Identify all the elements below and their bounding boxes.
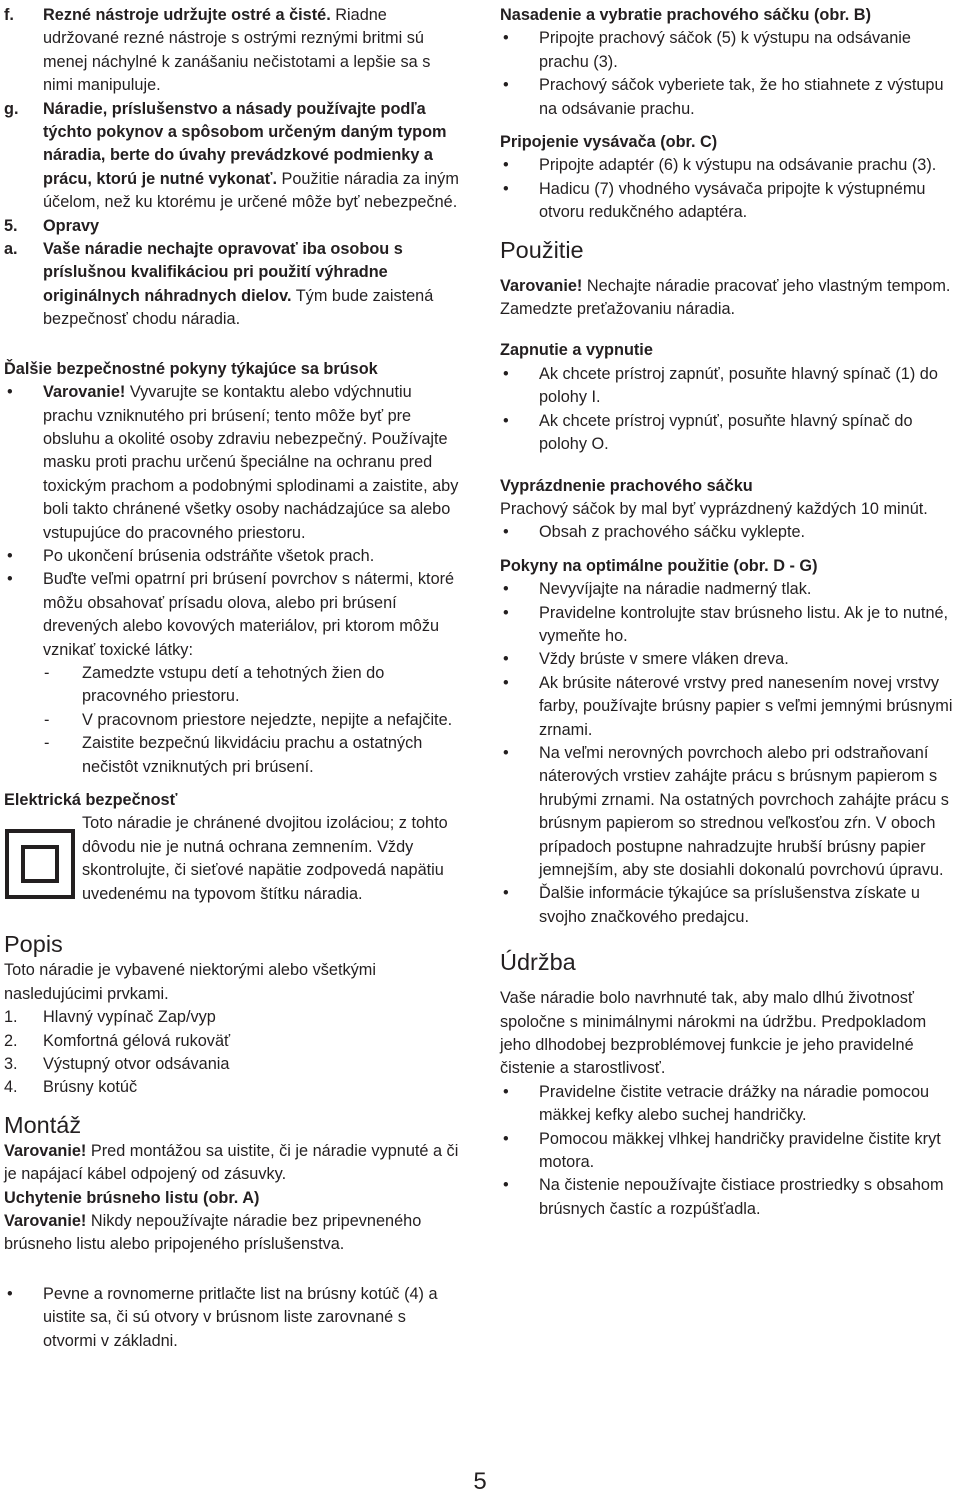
popis-item-number: 1. <box>4 1008 18 1027</box>
switch-bullet-2 <box>500 410 958 457</box>
udrzba-item <box>500 1174 958 1221</box>
tips-item-text: • Ďalšie informácie týkajúce sa príslušenstva získate u svojho značkového predajcu. <box>539 884 920 926</box>
dash-item-2 <box>4 709 462 732</box>
tips-item <box>500 882 958 929</box>
udrzba-item <box>500 1081 958 1128</box>
vacuum-heading: Pripojenie vysávača (obr. C) <box>500 133 718 152</box>
tips-item <box>500 602 958 649</box>
tips-heading: Pokyny na optimálne použitie (obr. D - G) <box>500 556 818 575</box>
vacuum-bullet-1-text: • Pripojte adaptér (6) k výstupu na odsávanie prachu (3). <box>539 156 937 175</box>
pouzitie-paragraph <box>500 275 958 322</box>
udrzba-text: Vaše náradie bolo navrhnuté tak, aby malo dlhú životnosť spoločne s minimálnymi nárokmi na údržbu. Predpokladom jeho dlhodobej bezproblémovej funkcie je jeho pravidelné čistenie a starostlivosť. <box>500 989 927 1078</box>
tips-item-text: • Na veľmi nerovných povrchoch alebo pri odstraňovaní náterových vrstiev zahájte prácu s brúsnym papierom s hrubými zrnami. Na ostatných povrchoch zahájte prácu s brúsnym papierom so strednou veľkosťou zŕn. V oboch prípadoch postupne nahradzujte hrubší brúsny papier jemnejším, aby ste dosiahli dokonalú povrchovú úpravu. <box>539 743 949 879</box>
uchytenie-heading: Uchytenie brúsneho listu (obr. A) <box>4 1188 260 1207</box>
emptying-text: Prachový sáčok by mal byť vyprázdnený každých 10 minút. <box>500 499 928 518</box>
page-number: 5 <box>473 1468 487 1495</box>
dash-item-2-text: V pracovnom priestore nejedzte, nepijte a nefajčite. <box>82 710 453 729</box>
grinder-bullet-3-text: • Buďte veľmi opatrní pri brúsení povrchov s nátermi, ktoré môžu obsahovať prísadu olova, alebo pri brúsení drevených alebo kovových materiálov, pri ktorom môžu vznikať toxické látky: <box>43 570 455 659</box>
tips-item <box>500 672 958 742</box>
switch-bullet-1 <box>500 363 958 410</box>
section-5-title: Opravy <box>43 216 100 235</box>
tips-item-text: • Pravidelne kontrolujte stav brúsneho listu. Ak je to nutné, vymeňte ho. <box>539 603 949 645</box>
dash-item-3 <box>4 732 462 779</box>
popis-item-4 <box>4 1076 462 1099</box>
left-column <box>4 4 462 1353</box>
tips-item <box>500 578 958 601</box>
montaz-heading: Montáž <box>4 1111 82 1138</box>
emptying-heading: Vyprázdnenie prachového sáčku <box>500 476 753 495</box>
dust-bag-bullet-2-text: • Prachový sáčok vyberiete tak, že ho stiahnete z výstupu na odsávanie prachu. <box>539 76 944 118</box>
uchytenie-bullet-1 <box>4 1283 462 1353</box>
montaz-text: Pred montážou sa uistite, či je náradie vypnuté a či je napájací kábel odpojený od zásuvky. <box>4 1141 459 1184</box>
montaz-warning-label: Varovanie! <box>4 1141 87 1160</box>
uchytenie-warning-label: Varovanie! <box>4 1212 87 1231</box>
rule-g <box>4 98 462 215</box>
switch-heading: Zapnutie a vypnutie <box>500 341 653 360</box>
dash-marker: - <box>44 734 50 753</box>
popis-item-text: Komfortná gélová rukoväť <box>43 1031 231 1050</box>
popis-item-3 <box>4 1053 462 1076</box>
dust-bag-heading: Nasadenie a vybratie prachového sáčku (obr. B) <box>500 6 871 24</box>
dash-marker: - <box>44 710 50 729</box>
rule-g-marker: g. <box>4 99 19 118</box>
tips-item <box>500 742 958 882</box>
uchytenie-text: Nikdy nepoužívajte náradie bez pripevneného brúsneho listu alebo pripojeného príslušenstva. <box>4 1212 422 1254</box>
double-insulation-icon <box>4 828 76 900</box>
rule-g-text: Použitie náradia za iným účelom, než ku ktorému je určené môže byť nebezpečné. <box>43 169 459 212</box>
rule-a-bold: Vaše náradie nechajte opravovať iba osobou s príslušnou kvalifikáciou pri použití výhradne originálnych náhradnych dielov. <box>43 240 403 305</box>
double-insulation-block <box>4 812 462 929</box>
rule-a <box>4 238 462 332</box>
rule-f-text: Riadne udržované rezné nástroje s ostrými reznými britmi sú menej náchylné k zanášaniu nečistotami a lepšie sa s nimi manipuluje. <box>43 6 431 95</box>
udrzba-item-text: • Na čistenie nepoužívajte čistiace prostriedky s obsahom brúsnych častíc a rozpúšťadla. <box>539 1176 944 1218</box>
section-5-marker: 5. <box>4 216 18 235</box>
emptying-bullet-1-text: • Obsah z prachového sáčku vyklepte. <box>539 523 806 542</box>
rule-g-bold: Náradie, príslušenstvo a násady používajte podľa týchto pokynov a spôsobom určeným daným typom náradia, berte do úvahy prevádzkové podmienky a prácu, ktorú je nutné vykonať. <box>43 99 447 188</box>
grinder-bullet-1-text: Vyvarujte se kontaktu alebo vdýchnutiu prachu vzniknutého pri brúsení; tento môže byť pre obsluhu a okolité osoby zdraviu nebezpečný. Používajte masku proti prachu určenú špeciálne na ochranu pred toxickým prachom a podobnými splodinami a zaistite, aby boli takto chránené všetky osoby nachádzajúce sa alebo vstupujúce do pracovného priestoru. <box>43 383 459 542</box>
switch-bullet-1-text: • Ak chcete prístroj zapnúť, posuňte hlavný spínač (1) do polohy I. <box>539 364 938 407</box>
grinder-bullet-3 <box>4 568 462 662</box>
udrzba-heading: Údržba <box>500 949 576 976</box>
rule-a-text: Tým bude zaistená bezpečnosť chodu náradia. <box>43 286 434 329</box>
udrzba-item-text: • Pravidelne čistite vetracie drážky na náradie pomocou mäkkej kefky alebo suchej handričky. <box>539 1082 930 1125</box>
electrical-safety-text: Toto náradie je chránené dvojitou izoláciou; z tohto dôvodu nie je nutná ochrana zemnením. Vždy skontrolujte, či sieťové napätie zodpovedá napätiu uvedenému na typovom štítku náradia. <box>82 814 448 903</box>
dust-bag-bullet-2 <box>500 74 958 121</box>
popis-item-text: Výstupný otvor odsávania <box>43 1055 230 1074</box>
emptying-bullet-1 <box>500 521 958 544</box>
tips-item-text: • Vždy brúste v smere vláken dreva. <box>539 650 789 669</box>
electrical-safety-heading: Elektrická bezpečnosť <box>4 791 178 809</box>
section-5-heading <box>4 215 462 238</box>
popis-item-1 <box>4 1006 462 1029</box>
popis-item-number: 3. <box>4 1055 18 1074</box>
popis-intro: Toto náradie je vybavené niektorými alebo všetkými nasledujúcimi prvkami. <box>4 961 376 1003</box>
vacuum-bullet-2-text: • Hadicu (7) vhodného vysávača pripojte k výstupnému otvoru redukčného adaptéra. <box>539 179 926 222</box>
dust-bag-bullet-1-text: • Pripojte prachový sáčok (5) k výstupu na odsávanie prachu (3). <box>539 29 911 71</box>
tips-item <box>500 648 958 671</box>
udrzba-item-text: • Pomocou mäkkej vlhkej handričky pravidelne čistite kryt motora. <box>539 1129 941 1172</box>
popis-item-number: 4. <box>4 1078 18 1097</box>
grinder-safety-heading: Ďalšie bezpečnostné pokyny týkajúce sa brúsok <box>4 359 378 378</box>
switch-bullet-2-text: • Ak chcete prístroj vypnúť, posuňte hlavný spínač do polohy O. <box>539 411 913 454</box>
rule-f-marker: f. <box>4 6 14 24</box>
grinder-warning-label: Varovanie! <box>43 383 126 402</box>
popis-heading: Popis <box>4 931 63 958</box>
vacuum-bullet-1 <box>500 154 958 177</box>
popis-item-number: 2. <box>4 1031 18 1050</box>
rule-f <box>4 4 462 98</box>
grinder-bullet-2 <box>4 545 462 568</box>
grinder-bullet-1 <box>4 381 462 545</box>
vacuum-bullet-2 <box>500 178 958 225</box>
tips-item-text: • Nevyvíjajte na náradie nadmerný tlak. <box>539 580 812 599</box>
dash-item-1 <box>4 662 462 709</box>
uchytenie-bullet-1-text: • Pevne a rovnomerne pritlačte list na brúsny kotúč (4) a uistite sa, či sú otvory v brúsnom liste zarovnané s otvormi v základni. <box>43 1284 438 1350</box>
rule-f-bold: Rezné nástroje udržujte ostré a čisté. <box>43 6 331 24</box>
popis-item-2 <box>4 1030 462 1053</box>
dash-marker: - <box>44 663 50 682</box>
pouzitie-heading: Použitie <box>500 236 584 263</box>
pouzitie-text: Nechajte náradie pracovať jeho vlastným tempom. Zamedzte preťažovaniu náradia. <box>500 276 951 319</box>
right-column <box>500 4 958 1221</box>
uchytenie-paragraph <box>4 1210 462 1257</box>
popis-item-text: Hlavný vypínač Zap/vyp <box>43 1008 216 1027</box>
pouzitie-warning-label: Varovanie! <box>500 276 583 295</box>
grinder-bullet-2-text: • Po ukončení brúsenia odstráňte všetok prach. <box>43 546 375 565</box>
montaz-paragraph <box>4 1140 462 1187</box>
rule-a-marker: a. <box>4 240 18 259</box>
dash-item-1-text: Zamedzte vstupu detí a tehotných žien do pracovného priestoru. <box>82 663 385 706</box>
tips-item-text: • Ak brúsite náterové vrstvy pred nanesením novej vrstvy farby, používajte brúsny papier s veľmi jemnými brúsnymi zrnami. <box>539 673 953 739</box>
popis-item-text: Brúsny kotúč <box>43 1078 138 1097</box>
udrzba-item <box>500 1128 958 1175</box>
dash-item-3-text: Zaistite bezpečnú likvidáciu prachu a ostatných nečistôt vzniknutých pri brúsení. <box>82 734 423 776</box>
dust-bag-bullet-1 <box>500 27 958 74</box>
